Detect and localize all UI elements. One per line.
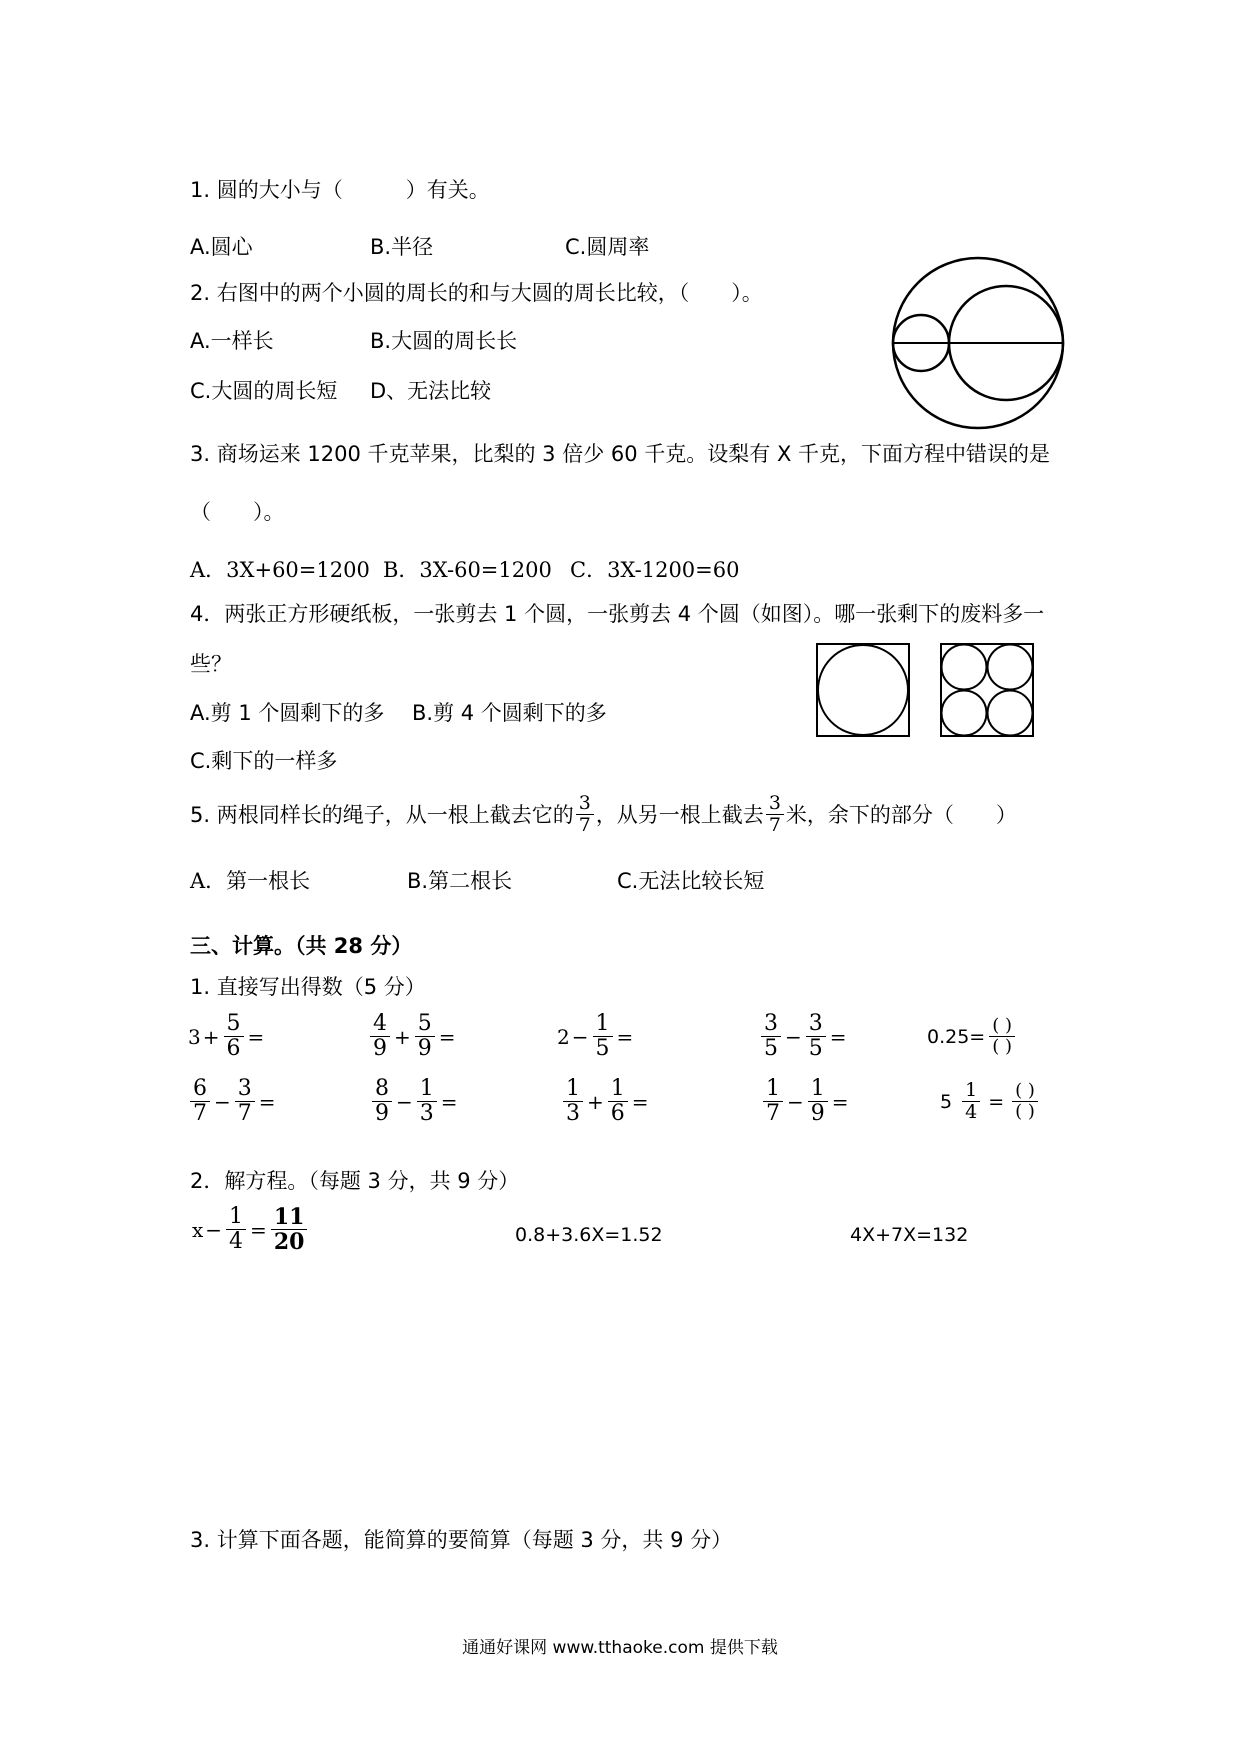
fraction-numerator: 4 <box>370 1012 390 1037</box>
fraction-numerator: 1 <box>763 1077 783 1102</box>
fraction-denominator: 7 <box>766 1101 780 1126</box>
fraction <box>370 1012 390 1061</box>
fraction-denominator: 3 <box>419 1101 434 1126</box>
whole-number: 5 <box>940 1090 953 1113</box>
fraction-numerator: 11 <box>271 1205 308 1230</box>
question-5-option-c: C.无法比较长短 <box>617 869 765 893</box>
fraction <box>235 1077 255 1126</box>
fraction-numerator: ( ) <box>989 1016 1015 1037</box>
equation-2: 0.8+3.6X=1.52 <box>515 1224 663 1246</box>
operator: + <box>202 1024 220 1049</box>
result-fraction <box>271 1205 308 1254</box>
fraction-numerator: 1 <box>808 1077 828 1102</box>
question-2-option-d: D、无法比较 <box>370 379 492 403</box>
question-1-option-c: C.圆周率 <box>565 235 650 259</box>
section-3-subtitle-1: 1. 直接写出得数（5 分） <box>190 975 426 999</box>
fraction-numerator: 3 <box>766 793 784 815</box>
equation-1 <box>192 1205 309 1254</box>
fraction-numerator: 5 <box>415 1012 435 1037</box>
question-2-option-a: A.一样长 <box>190 329 274 353</box>
fraction <box>226 1205 246 1254</box>
operator: + <box>394 1024 411 1049</box>
fraction <box>962 1080 980 1123</box>
question-4-option-b: B.剪 4 个圆剩下的多 <box>412 701 607 725</box>
fraction <box>593 1012 613 1061</box>
calc-item-2 <box>368 1012 456 1061</box>
fraction-denominator: 9 <box>810 1101 825 1126</box>
section-3-subtitle-3: 3. 计算下面各题，能简算的要简算（每题 3 分，共 9 分） <box>190 1528 733 1552</box>
blank-fraction <box>1012 1081 1038 1122</box>
question-5-pre: 5. 两根同样长的绳子，从一根上截去它的 <box>190 802 574 827</box>
cut-circle-3 <box>942 691 987 736</box>
question-3-option-b: B．3X-60=1200 <box>383 558 552 582</box>
operator: − <box>205 1217 223 1242</box>
calc-item-7 <box>370 1077 458 1126</box>
fraction <box>417 1077 437 1126</box>
fraction <box>372 1077 392 1126</box>
fraction-denominator: 9 <box>375 1101 389 1126</box>
question-5-option-a: A．第一根长 <box>190 869 311 893</box>
calc-item-4 <box>759 1012 847 1061</box>
calc-item-10 <box>940 1080 1040 1123</box>
fraction-numerator: 6 <box>190 1077 210 1102</box>
cut-circle-4 <box>988 691 1033 736</box>
section-3-subtitle-2: 2．解方程。（每题 3 分，共 9 分） <box>190 1169 520 1193</box>
calc-item-6 <box>188 1077 276 1126</box>
question-4-option-c: C.剩下的一样多 <box>190 749 338 773</box>
fraction <box>415 1012 435 1061</box>
operator: + <box>587 1089 604 1114</box>
question-5-post: 米，余下的部分（ ） <box>785 802 1017 827</box>
fraction-denominator: ( ) <box>992 1036 1013 1057</box>
question-1-text: 1. 圆的大小与（ ）有关。 <box>190 178 490 202</box>
fraction-numerator: 1 <box>226 1205 246 1230</box>
equals: = <box>258 1089 276 1114</box>
fraction <box>190 1077 210 1126</box>
question-1-option-b: B.半径 <box>370 235 434 259</box>
operand: 3 <box>188 1024 201 1049</box>
equals: = <box>829 1024 847 1049</box>
question-3-text: 3. 商场运来 1200 千克苹果，比梨的 3 倍少 60 千克。设梨有 X 千克，下面方程中错误的是 <box>190 442 1051 466</box>
equals: = <box>438 1024 456 1049</box>
question-3-option-a: A．3X+60=1200 <box>190 558 370 582</box>
fraction-numerator: 3 <box>806 1012 826 1037</box>
calc-item-9 <box>761 1077 849 1126</box>
fraction-numerator: 1 <box>593 1012 613 1037</box>
operator: − <box>214 1089 231 1114</box>
equals: = <box>988 1090 1005 1113</box>
fraction-numerator: 3 <box>235 1077 255 1102</box>
question-1-option-a: A.圆心 <box>190 235 253 259</box>
equals: = <box>831 1089 849 1114</box>
fraction <box>763 1077 783 1126</box>
fraction-numerator: 5 <box>224 1012 244 1037</box>
fraction-denominator: ( ) <box>1015 1101 1035 1122</box>
square-one-circle-figure <box>815 642 911 738</box>
fraction <box>808 1077 828 1126</box>
question-4-text: 4．两张正方形硬纸板，一张剪去 1 个圆，一张剪去 4 个圆（如图）。哪一张剩下的废料多一 <box>190 602 1045 626</box>
fraction-denominator: 3 <box>566 1101 580 1126</box>
fraction <box>608 1077 628 1126</box>
question-4-text-continued: 些？ <box>190 652 232 676</box>
calc-item-5 <box>927 1016 1017 1057</box>
cut-circle-1 <box>942 645 987 690</box>
equals: = <box>616 1024 634 1049</box>
fraction-denominator: 6 <box>610 1101 625 1126</box>
square-board-2 <box>941 644 1033 736</box>
square-four-circles-figure <box>939 642 1035 738</box>
question-2-option-b: B.大圆的周长长 <box>370 329 518 353</box>
equals: = <box>247 1024 265 1049</box>
fraction <box>806 1012 826 1061</box>
operand: 2 <box>557 1024 570 1049</box>
fraction-denominator: 9 <box>373 1036 387 1061</box>
equals: = <box>250 1217 267 1242</box>
fraction-numerator: 1 <box>608 1077 628 1102</box>
fraction-denominator: 20 <box>273 1229 305 1255</box>
footer-text: 通通好课网 www.tthaoke.com 提供下载 <box>462 1638 778 1658</box>
operator: − <box>785 1024 802 1049</box>
calc-item-3 <box>557 1012 633 1061</box>
operator: − <box>787 1089 804 1114</box>
variable: x <box>192 1217 204 1242</box>
question-5-text <box>190 793 1017 836</box>
fraction-denominator: 6 <box>226 1036 241 1061</box>
question-5-fraction-1 <box>576 793 594 836</box>
fraction-denominator: 7 <box>237 1101 252 1126</box>
equals: = <box>440 1089 458 1114</box>
operator: − <box>396 1089 413 1114</box>
calc-item-8 <box>561 1077 649 1126</box>
question-5-fraction-2 <box>766 793 784 836</box>
fraction-denominator: 7 <box>768 814 781 836</box>
question-2-text: 2. 右图中的两个小圆的周长的和与大圆的周长比较，（ ）。 <box>190 281 763 305</box>
question-2-option-c: C.大圆的周长短 <box>190 379 338 403</box>
cut-circle <box>818 645 908 735</box>
fraction-denominator: 7 <box>578 814 591 836</box>
fraction-denominator: 5 <box>808 1036 823 1061</box>
fraction-numerator: 3 <box>576 793 594 815</box>
fraction <box>563 1077 583 1126</box>
question-5-option-b: B.第二根长 <box>407 869 513 893</box>
equation-3: 4X+7X=132 <box>850 1224 969 1246</box>
fraction-denominator: 7 <box>193 1101 207 1126</box>
operator: − <box>571 1024 589 1049</box>
operand: 0.25= <box>927 1025 986 1048</box>
fraction-denominator: 4 <box>965 1101 978 1123</box>
fraction-denominator: 4 <box>229 1229 244 1254</box>
fraction-numerator: 1 <box>962 1080 980 1102</box>
fraction-denominator: 5 <box>595 1036 610 1061</box>
fraction-numerator: 1 <box>563 1077 583 1102</box>
question-3-text-continued: （ ）。 <box>190 500 285 524</box>
blank-fraction <box>989 1016 1015 1057</box>
fraction <box>224 1012 244 1061</box>
cut-circle-2 <box>988 645 1033 690</box>
equals: = <box>631 1089 649 1114</box>
fraction-numerator: 8 <box>372 1077 392 1102</box>
calc-item-1 <box>188 1012 264 1061</box>
fraction-numerator: 3 <box>761 1012 781 1037</box>
question-4-option-a: A.剪 1 个圆剩下的多 <box>190 701 385 725</box>
fraction-denominator: 5 <box>764 1036 778 1061</box>
section-3-title: 三、计算。（共 28 分） <box>190 934 413 958</box>
fraction-numerator: ( ) <box>1012 1081 1038 1102</box>
fraction-denominator: 9 <box>417 1036 432 1061</box>
fraction <box>761 1012 781 1061</box>
question-3-option-c: C．3X-1200=60 <box>570 558 740 582</box>
fraction-numerator: 1 <box>417 1077 437 1102</box>
circles-comparison-figure <box>890 255 1070 435</box>
question-5-mid: ，从另一根上截去 <box>595 802 764 827</box>
